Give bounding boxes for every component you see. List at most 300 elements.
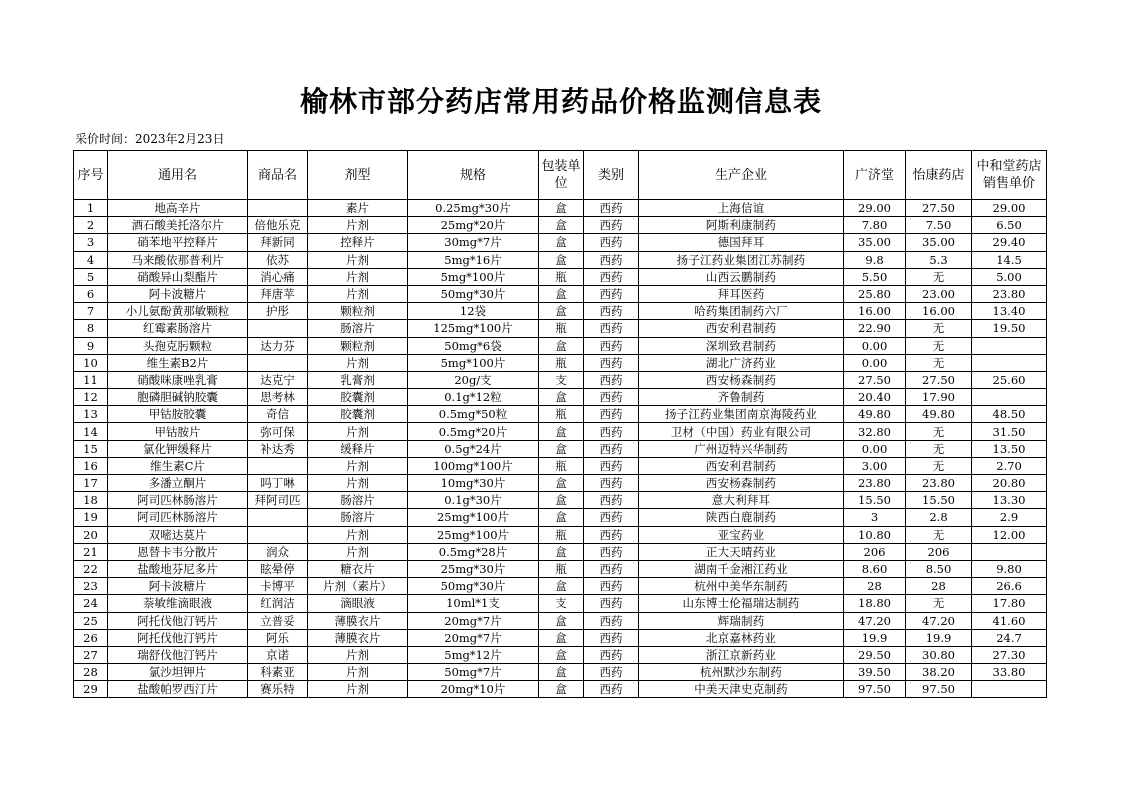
cell-seq: 20 [74, 526, 108, 543]
cell-seq: 12 [74, 389, 108, 406]
cell-dosage-form: 薄膜衣片 [308, 629, 408, 646]
cell-package-unit: 盒 [539, 234, 584, 251]
cell-seq: 10 [74, 354, 108, 371]
survey-date: 采价时间：2023年2月23日 [75, 132, 225, 146]
table-row [74, 406, 1047, 423]
cell-dosage-form: 片剂 [308, 457, 408, 474]
cell-manufacturer: 德国拜耳 [639, 234, 844, 251]
cell-price-guangjitang: 47.20 [844, 612, 906, 629]
cell-package-unit: 支 [539, 371, 584, 388]
table-row [74, 526, 1047, 543]
cell-price-yikang: 无 [906, 440, 972, 457]
cell-price-zhonghetang: 12.00 [972, 526, 1047, 543]
cell-seq: 27 [74, 646, 108, 663]
cell-category: 西药 [584, 492, 639, 509]
header-price-zhonghetang: 中和堂药店销售单价 [972, 151, 1047, 200]
table-row [74, 217, 1047, 234]
cell-seq: 15 [74, 440, 108, 457]
cell-spec: 0.1g*12粒 [408, 389, 539, 406]
cell-manufacturer: 拜耳医药 [639, 285, 844, 302]
cell-price-guangjitang: 23.80 [844, 475, 906, 492]
cell-package-unit: 瓶 [539, 268, 584, 285]
cell-category: 西药 [584, 217, 639, 234]
cell-package-unit: 盒 [539, 475, 584, 492]
cell-price-guangjitang: 22.90 [844, 320, 906, 337]
cell-price-yikang: 38.20 [906, 664, 972, 681]
cell-price-yikang: 5.3 [906, 251, 972, 268]
cell-manufacturer: 意大利拜耳 [639, 492, 844, 509]
header-price-guangjitang: 广济堂 [844, 151, 906, 200]
cell-spec: 50mg*30片 [408, 285, 539, 302]
cell-generic-name: 硝酸咪康唑乳膏 [108, 371, 248, 388]
cell-seq: 17 [74, 475, 108, 492]
cell-generic-name: 硝苯地平控释片 [108, 234, 248, 251]
cell-dosage-form: 素片 [308, 200, 408, 217]
cell-brand-name: 拜新同 [248, 234, 308, 251]
cell-spec: 5mg*16片 [408, 251, 539, 268]
cell-manufacturer: 山西云鹏制药 [639, 268, 844, 285]
cell-price-guangjitang: 3 [844, 509, 906, 526]
header-category: 类别 [584, 151, 639, 200]
cell-price-yikang: 8.50 [906, 560, 972, 577]
cell-dosage-form: 乳膏剂 [308, 371, 408, 388]
cell-spec: 50mg*6袋 [408, 337, 539, 354]
table-row [74, 612, 1047, 629]
cell-spec: 0.5g*24片 [408, 440, 539, 457]
table-row [74, 543, 1047, 560]
cell-price-zhonghetang: 19.50 [972, 320, 1047, 337]
cell-price-yikang: 28 [906, 578, 972, 595]
cell-price-guangjitang: 27.50 [844, 371, 906, 388]
cell-price-yikang: 27.50 [906, 200, 972, 217]
cell-package-unit: 盒 [539, 578, 584, 595]
table-row [74, 475, 1047, 492]
cell-price-zhonghetang: 25.60 [972, 371, 1047, 388]
cell-package-unit: 盒 [539, 303, 584, 320]
cell-price-yikang: 无 [906, 337, 972, 354]
cell-category: 西药 [584, 406, 639, 423]
cell-category: 西药 [584, 371, 639, 388]
cell-price-zhonghetang: 2.70 [972, 457, 1047, 474]
table-row [74, 646, 1047, 663]
header-row [74, 151, 1047, 200]
cell-package-unit: 盒 [539, 543, 584, 560]
cell-generic-name: 马来酸依那普利片 [108, 251, 248, 268]
cell-category: 西药 [584, 320, 639, 337]
cell-manufacturer: 阿斯利康制药 [639, 217, 844, 234]
cell-price-zhonghetang [972, 354, 1047, 371]
header-package-unit: 包装单位 [539, 151, 584, 200]
cell-price-guangjitang: 9.8 [844, 251, 906, 268]
cell-package-unit: 瓶 [539, 457, 584, 474]
cell-package-unit: 盒 [539, 217, 584, 234]
cell-dosage-form: 缓释片 [308, 440, 408, 457]
cell-price-zhonghetang: 33.80 [972, 664, 1047, 681]
cell-price-yikang: 15.50 [906, 492, 972, 509]
cell-spec: 5mg*12片 [408, 646, 539, 663]
cell-price-guangjitang: 29.00 [844, 200, 906, 217]
cell-dosage-form: 控释片 [308, 234, 408, 251]
cell-category: 西药 [584, 268, 639, 285]
cell-generic-name: 氯化钾缓释片 [108, 440, 248, 457]
cell-generic-name: 瑞舒伐他汀钙片 [108, 646, 248, 663]
cell-package-unit: 瓶 [539, 560, 584, 577]
cell-brand-name: 科素亚 [248, 664, 308, 681]
cell-package-unit: 盒 [539, 251, 584, 268]
cell-price-yikang: 无 [906, 268, 972, 285]
header-price-yikang: 怡康药店 [906, 151, 972, 200]
table-row [74, 251, 1047, 268]
cell-price-guangjitang: 7.80 [844, 217, 906, 234]
cell-dosage-form: 肠溶片 [308, 492, 408, 509]
table-row [74, 354, 1047, 371]
cell-price-yikang: 97.50 [906, 681, 972, 698]
cell-seq: 5 [74, 268, 108, 285]
cell-brand-name: 润众 [248, 543, 308, 560]
cell-price-guangjitang: 25.80 [844, 285, 906, 302]
price-table [73, 150, 1047, 698]
cell-price-zhonghetang [972, 681, 1047, 698]
cell-dosage-form: 片剂 [308, 251, 408, 268]
cell-price-guangjitang: 49.80 [844, 406, 906, 423]
cell-dosage-form: 糖衣片 [308, 560, 408, 577]
table-row [74, 303, 1047, 320]
cell-brand-name: 弥可保 [248, 423, 308, 440]
cell-price-guangjitang: 19.9 [844, 629, 906, 646]
cell-dosage-form: 片剂 [308, 681, 408, 698]
cell-category: 西药 [584, 612, 639, 629]
cell-category: 西药 [584, 354, 639, 371]
cell-spec: 5mg*100片 [408, 268, 539, 285]
cell-price-zhonghetang: 17.80 [972, 595, 1047, 612]
cell-dosage-form: 片剂 [308, 475, 408, 492]
cell-package-unit: 支 [539, 595, 584, 612]
cell-manufacturer: 亚宝药业 [639, 526, 844, 543]
cell-dosage-form: 片剂 [308, 526, 408, 543]
table-row [74, 337, 1047, 354]
table-row [74, 664, 1047, 681]
cell-seq: 29 [74, 681, 108, 698]
cell-spec: 50mg*7片 [408, 664, 539, 681]
cell-brand-name: 护彤 [248, 303, 308, 320]
cell-manufacturer: 卫材（中国）药业有限公司 [639, 423, 844, 440]
cell-dosage-form: 片剂 [308, 217, 408, 234]
cell-seq: 11 [74, 371, 108, 388]
cell-category: 西药 [584, 578, 639, 595]
cell-price-yikang: 19.9 [906, 629, 972, 646]
cell-category: 西药 [584, 389, 639, 406]
cell-dosage-form: 片剂 [308, 268, 408, 285]
cell-seq: 7 [74, 303, 108, 320]
cell-price-zhonghetang: 27.30 [972, 646, 1047, 663]
cell-spec: 0.5mg*20片 [408, 423, 539, 440]
cell-spec: 25mg*100片 [408, 509, 539, 526]
table-row [74, 492, 1047, 509]
cell-manufacturer: 辉瑞制药 [639, 612, 844, 629]
cell-brand-name [248, 320, 308, 337]
table-row [74, 200, 1047, 217]
cell-package-unit: 瓶 [539, 406, 584, 423]
cell-spec: 20mg*7片 [408, 612, 539, 629]
cell-package-unit: 盒 [539, 423, 584, 440]
table-row [74, 560, 1047, 577]
cell-seq: 23 [74, 578, 108, 595]
cell-spec: 20mg*10片 [408, 681, 539, 698]
page-title: 榆林市部分药店常用药品价格监测信息表 [299, 85, 822, 118]
cell-brand-name: 达力芬 [248, 337, 308, 354]
table-row [74, 457, 1047, 474]
cell-price-guangjitang: 39.50 [844, 664, 906, 681]
cell-package-unit: 盒 [539, 285, 584, 302]
cell-brand-name: 红润洁 [248, 595, 308, 612]
cell-package-unit: 瓶 [539, 526, 584, 543]
cell-spec: 5mg*100片 [408, 354, 539, 371]
cell-generic-name: 头孢克肟颗粒 [108, 337, 248, 354]
cell-brand-name: 赛乐特 [248, 681, 308, 698]
cell-package-unit: 瓶 [539, 320, 584, 337]
table-row [74, 681, 1047, 698]
cell-price-yikang: 无 [906, 354, 972, 371]
cell-manufacturer: 杭州默沙东制药 [639, 664, 844, 681]
cell-generic-name: 地高辛片 [108, 200, 248, 217]
table-row [74, 440, 1047, 457]
cell-package-unit: 盒 [539, 509, 584, 526]
cell-price-zhonghetang: 9.80 [972, 560, 1047, 577]
cell-brand-name [248, 354, 308, 371]
cell-manufacturer: 上海信谊 [639, 200, 844, 217]
cell-seq: 1 [74, 200, 108, 217]
cell-price-guangjitang: 97.50 [844, 681, 906, 698]
cell-manufacturer: 浙江京新药业 [639, 646, 844, 663]
cell-spec: 0.5mg*28片 [408, 543, 539, 560]
cell-spec: 0.5mg*50粒 [408, 406, 539, 423]
cell-spec: 12袋 [408, 303, 539, 320]
cell-spec: 125mg*100片 [408, 320, 539, 337]
cell-price-guangjitang: 10.80 [844, 526, 906, 543]
cell-dosage-form: 片剂 [308, 354, 408, 371]
cell-price-guangjitang: 35.00 [844, 234, 906, 251]
cell-spec: 100mg*100片 [408, 457, 539, 474]
cell-price-yikang: 无 [906, 320, 972, 337]
cell-price-zhonghetang: 5.00 [972, 268, 1047, 285]
cell-price-guangjitang: 18.80 [844, 595, 906, 612]
cell-package-unit: 盒 [539, 337, 584, 354]
cell-manufacturer: 正大天晴药业 [639, 543, 844, 560]
cell-manufacturer: 西安利君制药 [639, 457, 844, 474]
cell-price-yikang: 23.00 [906, 285, 972, 302]
cell-price-zhonghetang: 6.50 [972, 217, 1047, 234]
cell-brand-name: 倍他乐克 [248, 217, 308, 234]
cell-category: 西药 [584, 595, 639, 612]
cell-category: 西药 [584, 303, 639, 320]
cell-seq: 14 [74, 423, 108, 440]
cell-brand-name [248, 457, 308, 474]
cell-manufacturer: 西安杨森制药 [639, 475, 844, 492]
cell-price-zhonghetang: 13.40 [972, 303, 1047, 320]
cell-price-yikang: 23.80 [906, 475, 972, 492]
cell-seq: 22 [74, 560, 108, 577]
cell-brand-name: 拜阿司匹 [248, 492, 308, 509]
cell-price-zhonghetang: 13.30 [972, 492, 1047, 509]
cell-brand-name: 补达秀 [248, 440, 308, 457]
cell-price-zhonghetang: 31.50 [972, 423, 1047, 440]
table-row [74, 595, 1047, 612]
cell-package-unit: 盒 [539, 492, 584, 509]
cell-brand-name: 吗丁啉 [248, 475, 308, 492]
cell-category: 西药 [584, 285, 639, 302]
header-dosage-form: 剂型 [308, 151, 408, 200]
cell-package-unit: 盒 [539, 629, 584, 646]
cell-price-zhonghetang [972, 337, 1047, 354]
cell-generic-name: 盐酸地芬尼多片 [108, 560, 248, 577]
cell-manufacturer: 湖北广济药业 [639, 354, 844, 371]
cell-brand-name: 拜唐苹 [248, 285, 308, 302]
cell-brand-name [248, 526, 308, 543]
table-row [74, 268, 1047, 285]
cell-manufacturer: 齐鲁制药 [639, 389, 844, 406]
header-seq: 序号 [74, 151, 108, 200]
cell-spec: 0.1g*30片 [408, 492, 539, 509]
header-spec: 规格 [408, 151, 539, 200]
cell-category: 西药 [584, 629, 639, 646]
cell-price-zhonghetang [972, 543, 1047, 560]
cell-brand-name [248, 200, 308, 217]
cell-dosage-form: 片剂 [308, 664, 408, 681]
cell-seq: 13 [74, 406, 108, 423]
cell-seq: 21 [74, 543, 108, 560]
cell-spec: 25mg*100片 [408, 526, 539, 543]
cell-price-yikang: 49.80 [906, 406, 972, 423]
cell-manufacturer: 哈药集团制药六厂 [639, 303, 844, 320]
cell-category: 西药 [584, 475, 639, 492]
cell-package-unit: 瓶 [539, 354, 584, 371]
cell-dosage-form: 颗粒剂 [308, 303, 408, 320]
cell-brand-name: 京诺 [248, 646, 308, 663]
cell-generic-name: 维生素B2片 [108, 354, 248, 371]
cell-manufacturer: 扬子江药业集团南京海陵药业 [639, 406, 844, 423]
cell-price-guangjitang: 8.60 [844, 560, 906, 577]
cell-spec: 20mg*7片 [408, 629, 539, 646]
cell-category: 西药 [584, 509, 639, 526]
cell-category: 西药 [584, 526, 639, 543]
cell-brand-name: 阿乐 [248, 629, 308, 646]
cell-price-yikang: 206 [906, 543, 972, 560]
cell-price-zhonghetang: 29.00 [972, 200, 1047, 217]
cell-price-yikang: 47.20 [906, 612, 972, 629]
cell-price-yikang: 17.90 [906, 389, 972, 406]
cell-manufacturer: 北京嘉林药业 [639, 629, 844, 646]
cell-price-yikang: 35.00 [906, 234, 972, 251]
cell-category: 西药 [584, 646, 639, 663]
cell-price-guangjitang: 16.00 [844, 303, 906, 320]
cell-seq: 24 [74, 595, 108, 612]
cell-package-unit: 盒 [539, 440, 584, 457]
cell-price-yikang: 无 [906, 526, 972, 543]
cell-seq: 2 [74, 217, 108, 234]
header-manufacturer: 生产企业 [639, 151, 844, 200]
cell-package-unit: 盒 [539, 664, 584, 681]
cell-generic-name: 阿卡波糖片 [108, 285, 248, 302]
cell-price-yikang: 无 [906, 595, 972, 612]
cell-generic-name: 胞磷胆碱钠胶囊 [108, 389, 248, 406]
cell-generic-name: 氯沙坦钾片 [108, 664, 248, 681]
cell-spec: 0.25mg*30片 [408, 200, 539, 217]
cell-manufacturer: 深圳致君制药 [639, 337, 844, 354]
cell-price-guangjitang: 32.80 [844, 423, 906, 440]
cell-dosage-form: 片剂 [308, 423, 408, 440]
cell-price-zhonghetang: 48.50 [972, 406, 1047, 423]
table-row [74, 371, 1047, 388]
cell-price-guangjitang: 0.00 [844, 337, 906, 354]
cell-seq: 3 [74, 234, 108, 251]
cell-dosage-form: 肠溶片 [308, 509, 408, 526]
cell-price-yikang: 30.80 [906, 646, 972, 663]
cell-package-unit: 盒 [539, 612, 584, 629]
table-row [74, 629, 1047, 646]
table-row [74, 423, 1047, 440]
cell-generic-name: 萘敏维滴眼液 [108, 595, 248, 612]
cell-package-unit: 盒 [539, 646, 584, 663]
cell-spec: 20g/支 [408, 371, 539, 388]
cell-category: 西药 [584, 251, 639, 268]
cell-manufacturer: 山东博士伦福瑞达制药 [639, 595, 844, 612]
cell-generic-name: 阿司匹林肠溶片 [108, 492, 248, 509]
cell-category: 西药 [584, 681, 639, 698]
cell-brand-name: 眩晕停 [248, 560, 308, 577]
cell-price-zhonghetang: 20.80 [972, 475, 1047, 492]
cell-brand-name: 思考林 [248, 389, 308, 406]
cell-spec: 25mg*20片 [408, 217, 539, 234]
cell-price-guangjitang: 20.40 [844, 389, 906, 406]
cell-category: 西药 [584, 337, 639, 354]
cell-package-unit: 盒 [539, 200, 584, 217]
cell-category: 西药 [584, 440, 639, 457]
cell-generic-name: 多潘立酮片 [108, 475, 248, 492]
cell-price-guangjitang: 15.50 [844, 492, 906, 509]
cell-generic-name: 恩替卡韦分散片 [108, 543, 248, 560]
cell-seq: 18 [74, 492, 108, 509]
cell-generic-name: 红霉素肠溶片 [108, 320, 248, 337]
cell-generic-name: 甲钴胺胶囊 [108, 406, 248, 423]
cell-seq: 16 [74, 457, 108, 474]
cell-price-yikang: 27.50 [906, 371, 972, 388]
cell-brand-name: 奇信 [248, 406, 308, 423]
cell-generic-name: 双嘧达莫片 [108, 526, 248, 543]
cell-seq: 26 [74, 629, 108, 646]
cell-price-zhonghetang: 29.40 [972, 234, 1047, 251]
cell-seq: 28 [74, 664, 108, 681]
cell-manufacturer: 广州迈特兴华制药 [639, 440, 844, 457]
cell-category: 西药 [584, 543, 639, 560]
cell-generic-name: 盐酸帕罗西汀片 [108, 681, 248, 698]
cell-manufacturer: 中美天津史克制药 [639, 681, 844, 698]
cell-seq: 25 [74, 612, 108, 629]
cell-price-yikang: 7.50 [906, 217, 972, 234]
cell-price-zhonghetang: 26.6 [972, 578, 1047, 595]
cell-dosage-form: 片剂 [308, 543, 408, 560]
cell-category: 西药 [584, 234, 639, 251]
cell-seq: 6 [74, 285, 108, 302]
cell-dosage-form: 肠溶片 [308, 320, 408, 337]
cell-price-zhonghetang: 2.9 [972, 509, 1047, 526]
cell-dosage-form: 颗粒剂 [308, 337, 408, 354]
cell-price-zhonghetang: 14.5 [972, 251, 1047, 268]
cell-brand-name: 达克宁 [248, 371, 308, 388]
cell-dosage-form: 胶囊剂 [308, 406, 408, 423]
cell-price-guangjitang: 0.00 [844, 354, 906, 371]
cell-dosage-form: 薄膜衣片 [308, 612, 408, 629]
cell-dosage-form: 片剂（素片） [308, 578, 408, 595]
